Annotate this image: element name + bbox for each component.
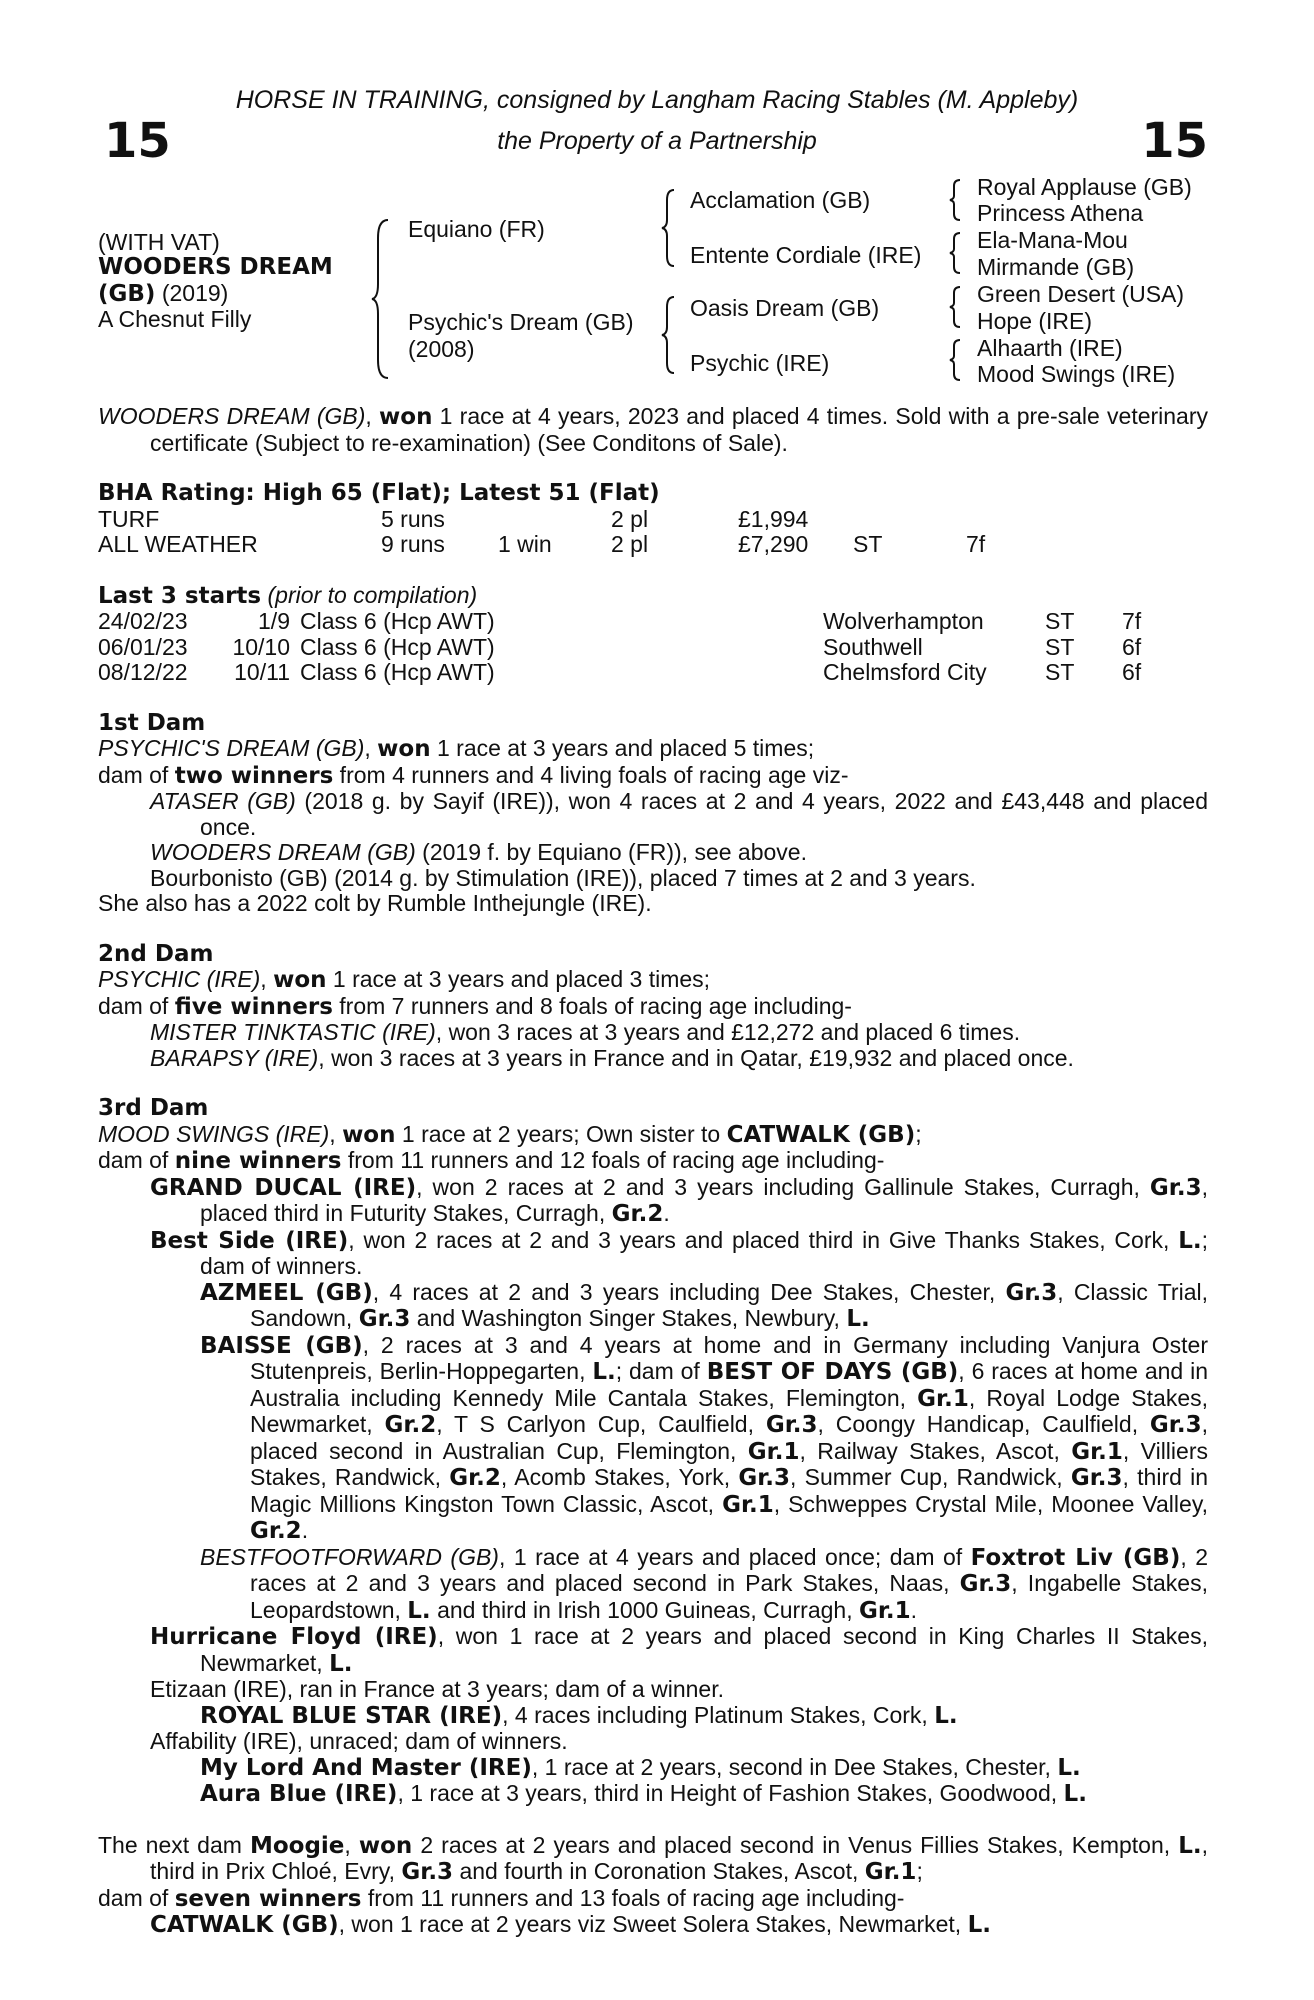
produce-item: Bourbonisto (GB) (2014 g. by Stimulation (IRE)), placed 7 times at 2 and 3 years. [150, 864, 976, 891]
pedigree-sire: Equiano (FR) [408, 216, 545, 242]
property-line: the Property of a Partnership [497, 127, 817, 155]
lot-number-right: 15 [1141, 113, 1208, 169]
produce-item: AZMEEL (GB), 4 races at 2 and 3 years including Dee Stakes, Chester, Gr.3, Classic Trial, Sandown, Gr.3 and Washington Singer Stakes, Newbury, L. [200, 1278, 1208, 1332]
consignment-line: HORSE IN TRAINING, consigned by Langham Racing Stables (M. Appleby) [235, 86, 1079, 114]
pedigree-brace-2 [948, 231, 964, 275]
intro-paragraph: WOODERS DREAM (GB), won 1 race at 4 years, 2023 and placed 4 times. Sold with a pre-sale veterinary certificate (Subject to re-examination) (See Conditons of Sale). [98, 403, 1209, 456]
produce-item: CATWALK (GB), won 1 race at 2 years viz Sweet Solera Stakes, Newmarket, L. [150, 1911, 991, 1938]
produce-item: Best Side (IRE), won 2 races at 2 and 3 years and placed third in Give Thanks Stakes, Cork, L.; dam of winners. [150, 1226, 1209, 1279]
pedigree-g5: Green Desert (USA) [977, 281, 1185, 307]
produce-item: WOODERS DREAM (GB) (2019 f. by Equiano (FR)), see above. [150, 839, 807, 865]
produce-item: BESTFOOTFORWARD (GB), 1 race at 4 years and placed once; dam of Foxtrot Liv (GB), 2 races at 2 and 3 years and placed second in Park Stakes, Naas, Gr.3, Ingabelle Stakes, Leopardstown, L. and third in Irish 1000 Guineas, Curragh, Gr.1. [200, 1543, 1208, 1624]
pedigree-g6: Hope (IRE) [977, 308, 1093, 334]
third-dam-heading: 3rd Dam [98, 1095, 209, 1121]
produce-item: Aura Blue (IRE), 1 race at 3 years, third in Height of Fashion Stakes, Goodwood, L. [200, 1780, 1087, 1807]
pedigree-g7: Alhaarth (IRE) [977, 335, 1123, 361]
next-dam-produce: dam of seven winners from 11 runners and 13 foals of racing age including- [98, 1884, 905, 1912]
start-row: 06/01/23 10/10 Class 6 (Hcp AWT) Southwell ST 6f [98, 633, 1142, 660]
horse-name: WOODERS DREAM [98, 254, 333, 280]
pedigree-sire-brace [660, 188, 678, 268]
produce-note: She also has a 2022 colt by Rumble Inthejungle (IRE). [98, 890, 652, 916]
pedigree-g8: Mood Swings (IRE) [977, 361, 1176, 387]
last-starts-heading: Last 3 starts (prior to compilation) [98, 581, 478, 609]
first-dam-produce: dam of two winners from 4 runners and 4 living foals of racing age viz- [98, 761, 849, 789]
last-starts-table [98, 609, 1141, 686]
produce-item: My Lord And Master (IRE), 1 race at 2 years, second in Dee Stakes, Chester, L. [200, 1753, 1081, 1781]
produce-item: Hurricane Floyd (IRE), won 1 race at 2 years and placed second in King Charles II Stakes, Newmarket, L. [150, 1623, 1208, 1677]
produce-item: ROYAL BLUE STAR (IRE), 4 races including Platinum Stakes, Cork, L. [200, 1701, 958, 1729]
first-dam-heading: 1st Dam [98, 709, 206, 736]
vat-label: (WITH VAT) [98, 229, 220, 255]
produce-item: GRAND DUCAL (IRE), won 2 races at 2 and 3 years including Gallinule Stakes, Curragh, Gr.3, placed third in Futurity Stakes, Curragh, Gr.2. [150, 1173, 1208, 1227]
pedigree-brace-1 [948, 178, 964, 222]
rating-row-turf: TURF 5 runs 2 pl £1,994 [98, 505, 809, 532]
start-row: 08/12/22 10/11 Class 6 (Hcp AWT) Chelmsford City ST 6f [98, 659, 1142, 685]
pedigree-dam: Psychic's Dream (GB) [408, 309, 634, 335]
pedigree-gs4: Psychic (IRE) [690, 350, 830, 376]
second-dam-line: PSYCHIC (IRE), won 1 race at 3 years and placed 3 times; [98, 966, 711, 993]
bha-rating: BHA Rating: High 65 (Flat); Latest 51 (Flat) [98, 480, 660, 506]
produce-item: Affability (IRE), unraced; dam of winners. [150, 1728, 568, 1754]
pedigree-g4: Mirmande (GB) [977, 254, 1135, 280]
second-dam-heading: 2nd Dam [98, 940, 214, 967]
produce-item: MISTER TINKTASTIC (IRE), won 3 races at 3 years and £12,272 and placed 6 times. [150, 1019, 1021, 1045]
start-row: 24/02/23 1/9 Class 6 (Hcp AWT) Wolverhampton ST 7f [98, 608, 1142, 634]
pedigree-g2: Princess Athena [977, 200, 1144, 226]
horse-country: (GB) [98, 281, 156, 307]
pedigree-gs1: Acclamation (GB) [690, 187, 871, 213]
pedigree-gs3: Oasis Dream (GB) [690, 295, 880, 321]
pedigree-brace-4 [948, 338, 964, 382]
pedigree-main-brace [370, 218, 394, 380]
produce-item: Etizaan (IRE), ran in France at 3 years; dam of a winner. [150, 1676, 724, 1702]
pedigree-dam-year: (2008) [408, 336, 475, 362]
pedigree-dam-brace [660, 295, 678, 375]
next-dam-line: The next dam Moogie, won 2 races at 2 years and placed second in Venus Fillies Stakes, Kempton, L., third in Prix Chloé, Evry, Gr.3 and fourth in Coronation Stakes, Ascot, Gr.1; [98, 1831, 1208, 1885]
lot-number-left: 15 [104, 113, 171, 169]
pedigree-g3: Ela-Mana-Mou [977, 227, 1128, 253]
pedigree-gs2: Entente Cordiale (IRE) [690, 242, 922, 268]
horse-description: A Chesnut Filly [98, 306, 252, 332]
produce-item: BARAPSY (IRE), won 3 races at 3 years in France and in Qatar, £19,932 and placed once. [150, 1044, 1074, 1071]
pedigree-g1: Royal Applause (GB) [977, 174, 1192, 200]
produce-item: ATASER (GB) (2018 g. by Sayif (IRE)), won 4 races at 2 and 4 years, 2022 and £43,448 and placed once. [150, 788, 1208, 840]
produce-item: BAISSE (GB), 2 races at 3 and 4 years at home and in Germany including Vanjura Oster Stutenpreis, Berlin-Hoppegarten, L.; dam of BEST OF DAYS (GB), 6 races at home and in Australia including Kennedy Mile Cantala Stakes, Flemington, Gr.1, Royal Lodge Stakes, Newmarket, Gr.2, T S Carlyon Cup, Caulfield, Gr.3, Coongy Handicap, Caulfield, Gr.3, placed second in Australian Cup, Flemington, Gr.1, Railway Stakes, Ascot, Gr.1, Villiers Stakes, Randwick, Gr.2, Acomb Stakes, York, Gr.3, Summer Cup, Randwick, Gr.3, third in Magic Millions Kingston Town Classic, Ascot, Gr.1, Schweppes Crystal Mile, Moonee Valley, Gr.2. [200, 1331, 1209, 1544]
horse-year: (2019) [161, 280, 229, 306]
rating-table [98, 507, 985, 558]
third-dam-produce: dam of nine winners from 11 runners and 12 foals of racing age including- [98, 1147, 885, 1174]
catalogue-body [98, 404, 1208, 1939]
second-dam-produce: dam of five winners from 7 runners and 8 foals of racing age including- [98, 992, 852, 1020]
rating-row-aw: ALL WEATHER 9 runs 1 win 2 pl £7,290 ST 7f [98, 531, 986, 557]
pedigree-brace-3 [948, 285, 964, 329]
first-dam-line: PSYCHIC'S DREAM (GB), won 1 race at 3 years and placed 5 times; [98, 735, 815, 762]
third-dam-line: MOOD SWINGS (IRE), won 1 race at 2 years; Own sister to CATWALK (GB); [98, 1120, 922, 1148]
